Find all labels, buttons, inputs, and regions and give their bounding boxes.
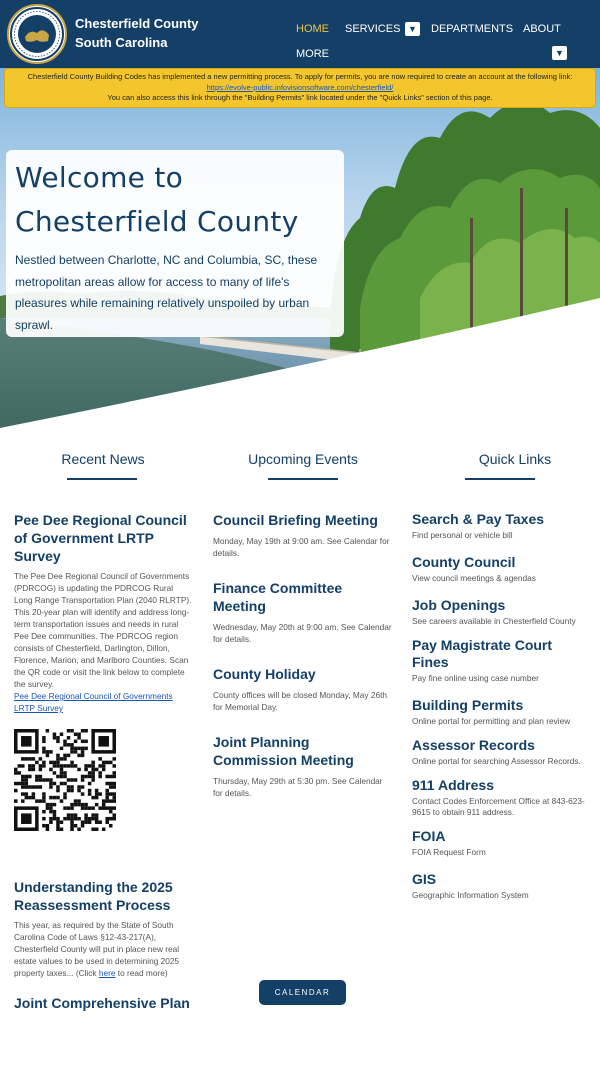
site-title-line2: South Carolina <box>75 35 168 50</box>
event-detail: County offices will be closed Monday, May 26th for Memorial Day. <box>213 690 388 712</box>
county-seal-icon[interactable] <box>7 4 67 64</box>
quick-links-underline <box>465 478 535 480</box>
news-title[interactable]: Joint Comprehensive Plan <box>14 995 190 1011</box>
nav-home[interactable]: HOME <box>296 23 329 35</box>
event-detail: Wednesday, May 20th at 9:00 am. See Calendar for details. <box>213 622 392 644</box>
quick-link-title[interactable]: GIS <box>412 871 437 887</box>
quick-link-title[interactable]: Building Permits <box>412 697 524 713</box>
quick-link-title[interactable]: Assessor Records <box>412 737 535 753</box>
quick-link-desc: Online portal for searching Assessor Records. <box>412 756 581 766</box>
quick-link-gis[interactable] <box>412 871 592 901</box>
permit-alert-banner <box>4 68 596 108</box>
quick-link-desc: See careers available in Chesterfield County <box>412 616 576 626</box>
event-item <box>213 665 393 713</box>
welcome-text: Nestled between Charlotte, NC and Columbia, SC, these metropolitan areas allow for access to many of life's pleasures while remaining relatively unspoiled by urban sprawl. <box>15 253 318 332</box>
nav-more[interactable]: MORE <box>296 48 329 60</box>
welcome-heading-line1: Welcome to <box>15 161 184 194</box>
more-dropdown-button[interactable] <box>552 46 567 60</box>
quick-link-desc: Contact Codes Enforcement Office at 843-623-9615 to obtain 911 address. <box>412 796 585 817</box>
site-title-line1: Chesterfield County <box>75 16 199 31</box>
chevron-down-icon: ▼ <box>408 23 417 34</box>
nav-departments[interactable]: DEPARTMENTS <box>431 23 514 35</box>
recent-news-list <box>14 511 192 1012</box>
alert-text: Chesterfield County Building Codes has implemented a new permitting process. To apply for permits, you are now required to create an account at the following link: <box>27 72 573 81</box>
news-body <box>14 919 192 979</box>
event-item <box>213 579 393 645</box>
quick-link-desc: Geographic Information System <box>412 890 529 900</box>
news-item <box>14 511 192 836</box>
recent-news-underline <box>67 478 137 480</box>
quick-link-jobs[interactable] <box>412 597 592 627</box>
event-title[interactable]: Joint Planning Commission Meeting <box>213 734 354 768</box>
news-item <box>14 994 192 1012</box>
site-header <box>0 0 600 68</box>
quick-link-desc: FOIA Request Form <box>412 847 486 857</box>
alert-permit-link[interactable]: https://evolve-public.infovisionsoftware.com/chesterfield/ <box>206 82 394 92</box>
quick-link-building-permits[interactable] <box>412 697 592 727</box>
event-item <box>213 511 393 559</box>
upcoming-events-heading: Upcoming Events <box>248 451 358 467</box>
welcome-heading <box>15 156 335 244</box>
qr-code-icon <box>14 729 116 831</box>
quick-link-title[interactable]: FOIA <box>412 828 446 844</box>
event-item <box>213 733 393 799</box>
alert-text-2: You can also access this link through the "Building Permits" link located under the "Quick Links" section of this page. <box>107 93 493 102</box>
news-body-text: This year, as required by the State of South Carolina Code of Laws §12-43-217(A), Chesterfield County will put in place new real estate values to be used in determining 2025 property taxes... <box>14 920 180 978</box>
recent-news-heading: Recent News <box>61 451 145 467</box>
news-body: The Pee Dee Regional Council of Governments (PDRCOG) is updating the PDRCOG Rural Long Range Transportation Plan (2040 RLRTP). This 20-year plan will identify and address long-term transportation issues and needs in rural Pee Dee communities. The PDRCOG region consists of Chesterfield, Darlington, Dillon, Florence, Marion, and Marlboro Counties. Scan the QR code or visit the link below to complete the survey. <box>14 571 192 689</box>
quick-link-title[interactable]: County Council <box>412 554 516 570</box>
site-title[interactable] <box>75 14 199 52</box>
quick-link-title[interactable]: Search & Pay Taxes <box>412 511 545 527</box>
quick-link-title[interactable]: 911 Address <box>412 777 494 793</box>
event-title[interactable]: Finance Committee Meeting <box>213 580 343 614</box>
quick-link-desc: Online portal for permitting and plan review <box>412 716 571 726</box>
quick-links-heading: Quick Links <box>478 451 552 467</box>
upcoming-events-underline <box>268 478 338 480</box>
quick-link-court-fines[interactable] <box>412 637 592 684</box>
welcome-heading-line2: Chesterfield County <box>15 205 299 238</box>
welcome-card <box>6 150 344 337</box>
quick-link-taxes[interactable] <box>412 511 592 541</box>
news-survey-link[interactable]: Pee Dee Regional Council of Governments LRTP Survey <box>14 691 173 713</box>
event-title[interactable]: County Holiday <box>213 666 316 682</box>
read-more-link[interactable]: here <box>98 968 116 978</box>
news-item <box>14 878 192 979</box>
event-detail: Monday, May 19th at 9:00 am. See Calendar for details. <box>213 536 390 558</box>
nav-about[interactable]: ABOUT <box>523 23 561 35</box>
quick-links-list <box>412 511 592 901</box>
quick-link-desc: View council meetings & agendas <box>412 573 536 583</box>
news-title[interactable]: Pee Dee Regional Council of Government LRTP Survey <box>14 512 187 564</box>
calendar-button[interactable]: CALENDAR <box>259 980 346 1005</box>
quick-link-desc: Pay fine online using case number <box>412 673 539 683</box>
news-title[interactable]: Understanding the 2025 Reassessment Process <box>14 879 173 913</box>
read-more-prefix: (Click <box>75 968 99 978</box>
quick-link-title[interactable]: Job Openings <box>412 597 506 613</box>
event-title[interactable]: Council Briefing Meeting <box>213 512 378 528</box>
quick-link-foia[interactable] <box>412 828 592 858</box>
nav-services[interactable]: SERVICES <box>345 23 401 35</box>
chevron-down-icon: ▼ <box>555 47 564 58</box>
quick-link-council[interactable] <box>412 554 592 584</box>
event-detail: Thursday, May 29th at 5:30 pm. See Calendar for details. <box>213 776 383 798</box>
read-more-suffix: to read more) <box>115 968 168 978</box>
quick-link-desc: Find personal or vehicle bill <box>412 530 513 540</box>
quick-link-title[interactable]: Pay Magistrate Court Fines <box>412 637 553 670</box>
services-dropdown-button[interactable] <box>405 22 420 36</box>
quick-link-assessor[interactable] <box>412 737 592 767</box>
quick-link-911-address[interactable] <box>412 777 592 818</box>
upcoming-events-list <box>213 511 393 799</box>
